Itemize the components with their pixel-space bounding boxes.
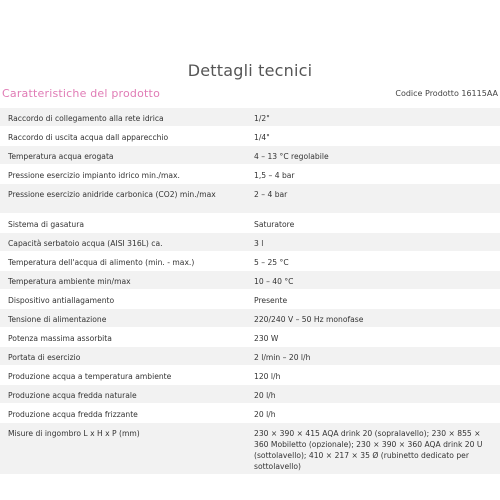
table-row [0,366,500,385]
page-title: Dettagli tecnici [187,61,313,80]
spec-value: 2 – 4 bar [250,184,500,214]
spec-value: Saturatore [250,214,500,233]
spec-value: 120 l/h [250,366,500,385]
specs-table [0,108,500,475]
spec-label: Pressione esercizio anidride carbonica (CO2) min./max [0,184,250,214]
table-row [0,347,500,366]
table-row [0,165,500,184]
spec-value: 1/4" [250,127,500,146]
spec-label: Portata di esercizio [0,347,250,366]
spec-value: 4 – 13 °C regolabile [250,146,500,165]
table-row [0,423,500,475]
spec-value: 3 l [250,233,500,252]
spec-value: 10 – 40 °C [250,271,500,290]
spec-label: Temperatura ambiente min/max [0,271,250,290]
spec-label: Produzione acqua fredda naturale [0,385,250,404]
spec-label: Dispositivo antiallagamento [0,290,250,309]
spec-value: 230 W [250,328,500,347]
spec-label: Produzione acqua fredda frizzante [0,404,250,423]
table-row [0,127,500,146]
spec-value: 1/2" [250,108,500,127]
table-row [0,271,500,290]
spec-label: Raccordo di uscita acqua dall apparecchio [0,127,250,146]
table-row [0,184,500,214]
spec-label: Temperatura acqua erogata [0,146,250,165]
table-row [0,233,500,252]
table-row [0,146,500,165]
spec-value: Presente [250,290,500,309]
spec-label: Raccordo di collegamento alla rete idrica [0,108,250,127]
table-row [0,214,500,233]
table-row [0,108,500,127]
spec-value: 20 l/h [250,385,500,404]
spec-value: 2 l/min – 20 l/h [250,347,500,366]
spec-label: Misure di ingombro L x H x P (mm) [0,423,250,475]
spec-value: 5 – 25 °C [250,252,500,271]
spec-label: Pressione esercizio impianto idrico min./max. [0,165,250,184]
spec-label: Potenza massima assorbita [0,328,250,347]
spec-label: Temperatura dell'acqua di alimento (min. - max.) [0,252,250,271]
spec-label: Tensione di alimentazione [0,309,250,328]
spec-label: Sistema di gasatura [0,214,250,233]
spec-label: Capacità serbatoio acqua (AISI 316L) ca. [0,233,250,252]
table-row [0,404,500,423]
spec-value: 1,5 – 4 bar [250,165,500,184]
table-row [0,252,500,271]
spec-value: 20 l/h [250,404,500,423]
spec-value: 220/240 V – 50 Hz monofase [250,309,500,328]
table-row [0,309,500,328]
table-row [0,290,500,309]
table-row [0,328,500,347]
spec-value: 230 × 390 × 415 AQA drink 20 (sopralavello); 230 × 855 × 360 Mobiletto (opzionale); 230 × 390 × 360 AQA drink 20 U (sottolavello); 410 × 217 × 35 Ø (rubinetto dedicato per sottolavello) [250,423,500,475]
section-title: Caratteristiche del prodotto [2,87,161,100]
table-row [0,385,500,404]
spec-label: Produzione acqua a temperatura ambiente [0,366,250,385]
product-code: Codice Prodotto 16115AA [395,89,498,98]
